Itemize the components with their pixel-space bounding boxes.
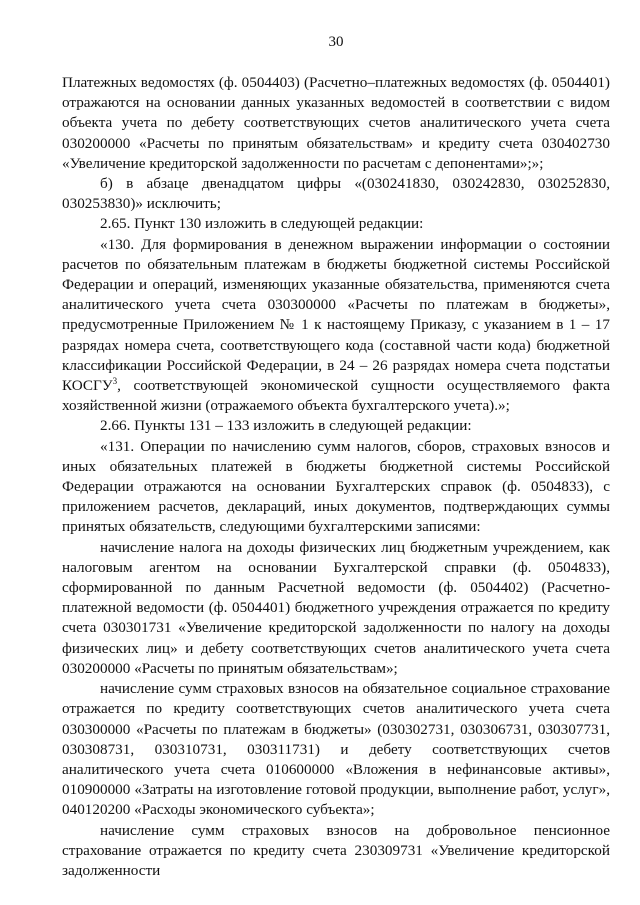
paragraph-pension-insurance: начисление сумм страховых взносов на добровольное пенсионное страхование отражается по кредиту счета 230309731 «Увеличение кредиторской задолженности — [62, 821, 610, 879]
document-body — [62, 73, 610, 881]
paragraph-130 — [62, 235, 610, 417]
paragraph-social-insurance: начисление сумм страховых взносов на обязательное социальное страхование отражается по кредиту соответствующих счетов аналитического учета счета 030300000 «Расчеты по платежам в бюджеты» (030302731, 030306731, 030307731, 030308731, 030310731, 030311731) и дебету соответствующих счетов аналитического учета счета 010600000 «Вложения в нефинансовые активы», 010900000 «Затраты на изготовление готовой продукции, выполнение работ, услуг», 040120200 «Расходы экономического субъекта»; — [62, 680, 610, 819]
page-number: 30 — [328, 34, 344, 50]
paragraph-continuation: Платежных ведомостях (ф. 0504403) (Расчетно–платежных ведомостях (ф. 0504401) отражаются на основании данных указанных ведомостей в соответствии с видом объекта учета по дебету соответствующих счетов аналитического учета счета 030200000 «Расчеты по принятым обязательствам» и кредиту счета 030402730 «Увеличение кредиторской задолженности по расчетам с депонентами»;»; — [62, 74, 610, 172]
paragraph-income-tax: начисление налога на доходы физических лиц бюджетным учреждением, как налоговым агентом на основании Бухгалтерской справки (ф. 0504833), сформированной по данным Расчетной ведомости (ф. 0504402) (Расчетно-платежной ведомости (ф. 0504401) бюджетного учреждения отражается по кредиту счета 030301731 «Увеличение кредиторской задолженности по налогу на доходы физических лиц» и дебету соответствующих счетов аналитического учета счета 030200000 «Расчеты по принятым обязательствам»; — [62, 538, 610, 677]
paragraph-2-65-heading: 2.65. Пункт 130 изложить в следующей редакции: — [100, 215, 424, 233]
paragraph-130-text-start: «130. Для формирования в денежном выражении информации о состоянии расчетов по обязательным платежам в бюджеты бюджетной системы Российской Федерации и операций, изменяющих указанные обязательства, применяются счета аналитического учета счета 030300000 «Расчеты по платежам в бюджеты», предусмотренные Приложением № 1 к настоящему Приказу, с указанием в 1 – 17 разрядах номера счета, соответствующего кода (составной части кода) бюджетной классификации Российской Федерации, в 24 – 26 разрядах номера счета подстатьи КОСГУ — [62, 235, 610, 395]
paragraph-item-b: б) в абзаце двенадцатом цифры «(030241830, 030242830, 030252830, 030253830)» исключить; — [62, 175, 610, 213]
paragraph-131: «131. Операции по начислению сумм налогов, сборов, страховых взносов и иных обязательных платежей в бюджеты бюджетной системы Российской Федерации отражаются на основании Бухгалтерских справок (ф. 0504833), с приложением расчетов, деклараций, иных документов, подтверждающих суммы принятых обязательств, следующими бухгалтерскими записями: — [62, 437, 610, 536]
paragraph-2-66-heading: 2.66. Пункты 131 – 133 изложить в следующей редакции: — [100, 417, 472, 435]
paragraph-130-text-end: , соответствующей экономической сущности осуществляемого факта хозяйственной жизни (отражаемого объекта бухгалтерского учета).»; — [62, 377, 610, 415]
footnote-ref: 3 — [112, 375, 118, 386]
